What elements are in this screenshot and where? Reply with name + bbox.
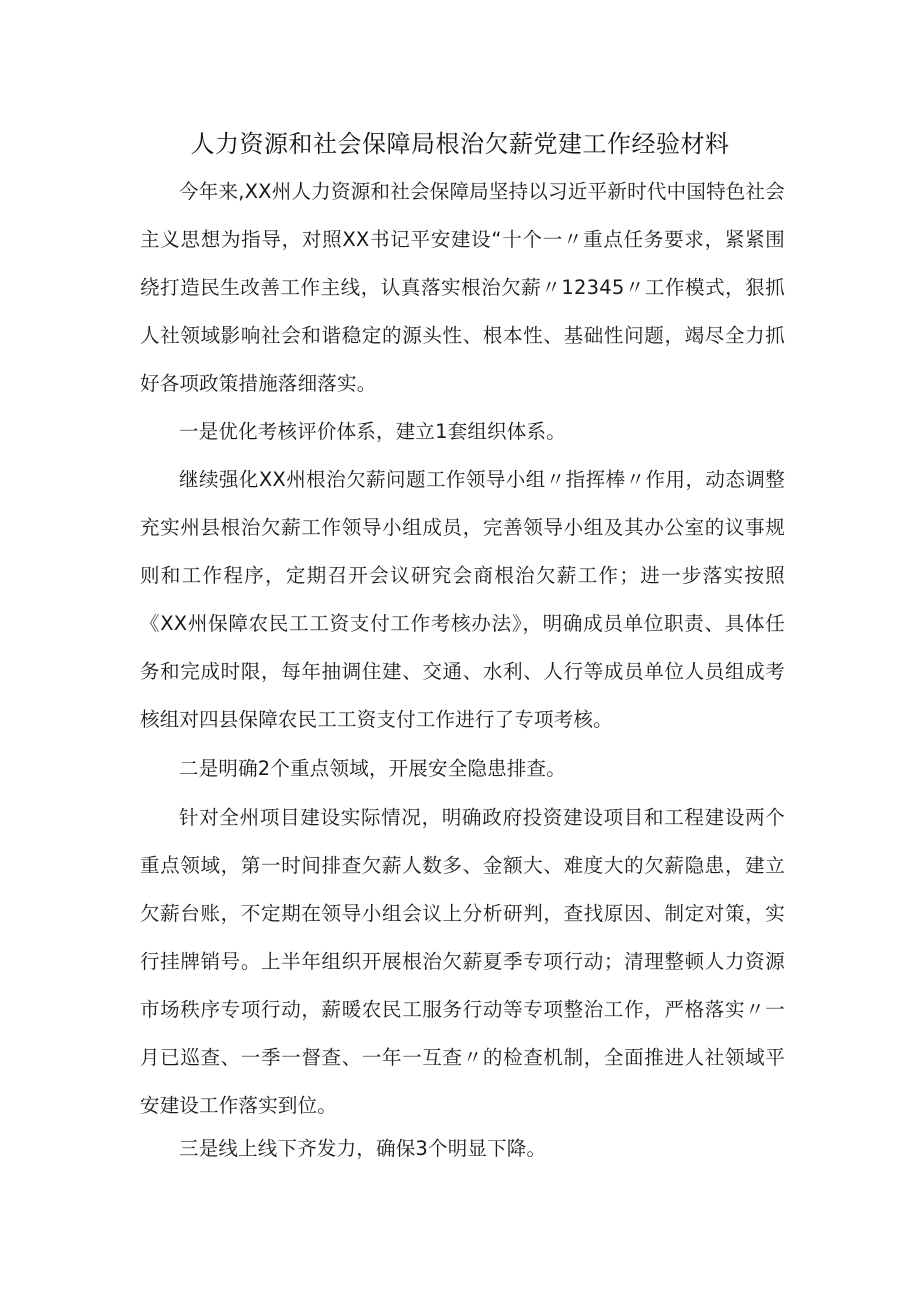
section-heading-1: 一是优化考核评价体系，建立1套组织体系。	[179, 420, 566, 443]
paragraph-section-2: 针对全州项目建设实际情况，明确政府投资建设项目和工程建设两个重点领域，第一时间排查欠薪人数多、金额大、难度大的欠薪隐患，建立欠薪台账，不定期在领导小组会议上分析研判，查找原因、制定对策，实行挂牌销号。上半年组织开展根治欠薪夏季专项行动；清理整顿人力资源市场秩序专项行动，薪暖农民工服务行动等专项整治工作，严格落实〃一月已巡查、一季一督查、一年一互查〃的检查机制，全面推进人社领域平安建设工作落实到位。	[140, 806, 785, 1117]
section-heading-3: 三是线上线下齐发力，确保3个明显下降。	[179, 1137, 547, 1160]
paragraph-section-1: 继续强化XX州根治欠薪问题工作领导小组〃指挥棒〃作用，动态调整充实州县根治欠薪工作领导小组成员，完善领导小组及其办公室的议事规则和工作程序，定期召开会议研究会商根治欠薪工作；进一步落实按照《XX州保障农民工工资支付工作考核办法》，明确成员单位职责、具体任务和完成时限，每年抽调住建、交通、水利、人行等成员单位人员组成考核组对四县保障农民工工资支付工作进行了专项考核。	[140, 468, 785, 731]
document-title: 人力资源和社会保障局根治欠薪党建工作经验材料	[190, 130, 730, 158]
section-heading-2: 二是明确2个重点领域，开展安全隐患排查。	[179, 757, 566, 780]
paragraph-intro: 今年来,XX州人力资源和社会保障局坚持以习近平新时代中国特色社会主义思想为指导，对照XX书记平安建设“十个一〃重点任务要求，紧紧围绕打造民生改善工作主线，认真落实根治欠薪〃12345〃工作模式，狠抓人社领域影响社会和谐稳定的源头性、根本性、基础性问题，竭尽全力抓好各项政策措施落细落实。	[140, 180, 785, 395]
